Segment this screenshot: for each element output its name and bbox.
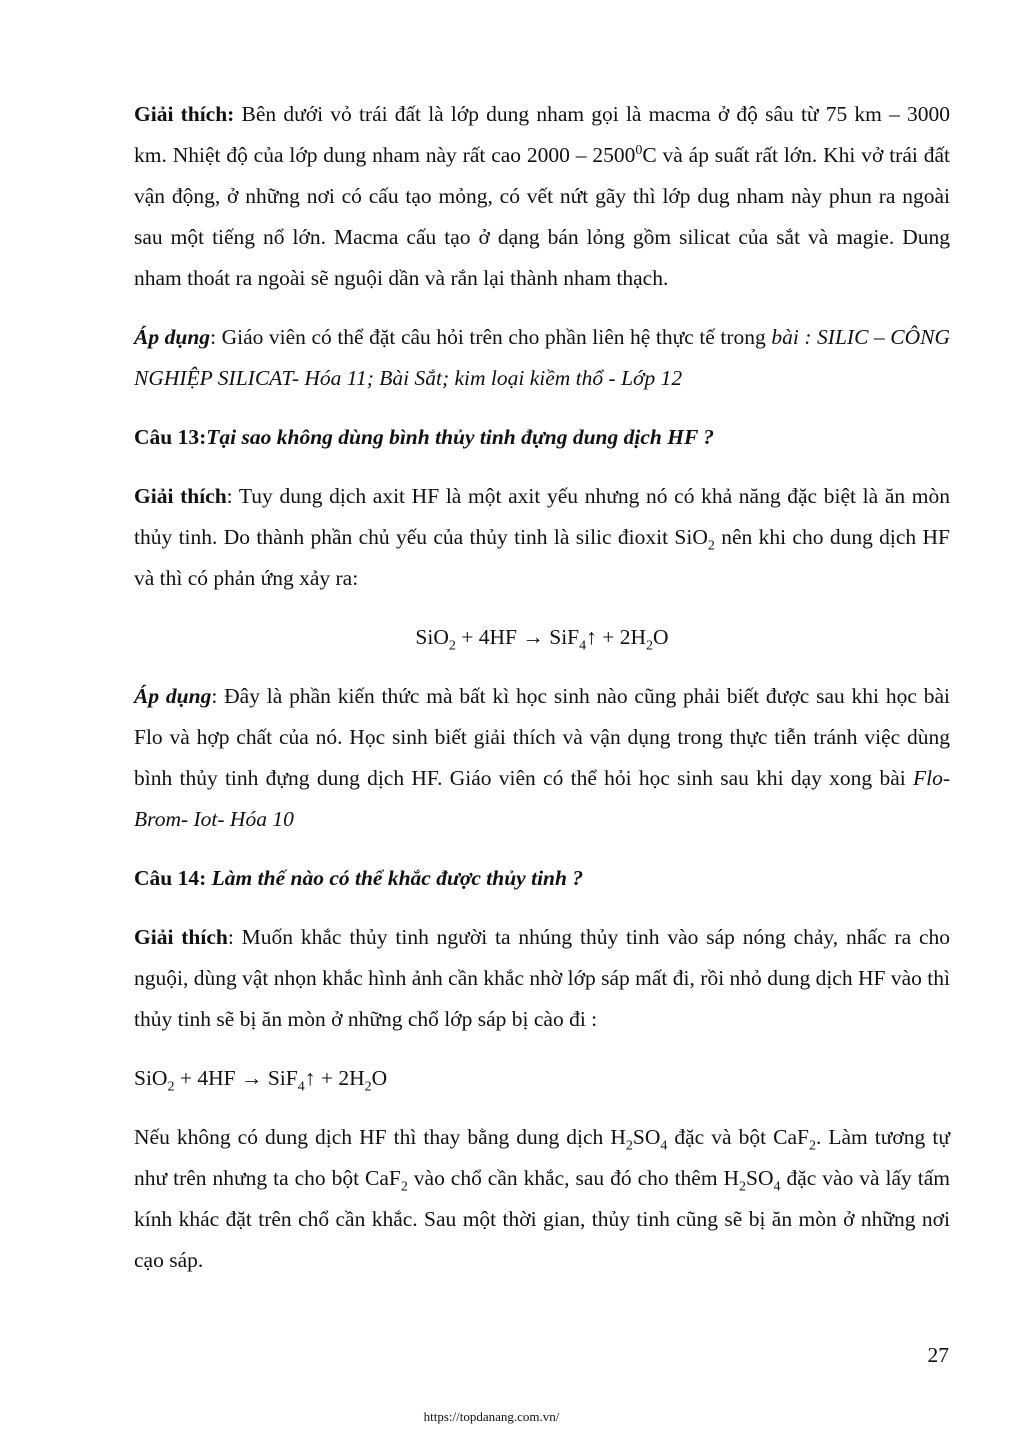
application-label: Áp dụng [134,684,212,708]
chemical-equation-centered: SiO$_2$ + 4HF → SiF$_4$↑ + $2H_2O$ [415,625,669,654]
explanation-label: Giải thích [134,925,228,949]
application-paragraph-2: Áp dụng: Đây là phần kiến thức mà bất kì học sinh nào cũng phải biết được sau khi học bài Flo và hợp chất của nó. Học sinh biết giải thích và vận dụng trong thực tiễn tránh việc dùng bình thủy tinh đựng dung dịch HF. Giáo viên có thể hỏi học sinh sau khi dạy xong bài Flo- Brom- Iot- Hóa 10 [134,684,950,831]
application-paragraph-1: Áp dụng: Giáo viên có thể đặt câu hỏi trên cho phần liên hệ thực tế trong bài : SILIC – CÔNG NGHIỆP SILICAT- Hóa 11; Bài Sắt; kim loại kiềm thổ - Lớp 12 [134,325,950,390]
question-14 [134,858,950,899]
question-text: Tại sao không dùng bình thủy tinh đựng dung dịch HF ? [206,425,715,449]
explanation-label: Giải thích [134,484,227,508]
explanation-paragraph-3: Giải thích: Muốn khắc thủy tinh người ta nhúng thủy tinh vào sáp nóng chảy, nhấc ra cho nguội, dùng vật nhọn khắc hình ảnh cần khắc nhờ lớp sáp mất đi, rồi nhỏ dung dịch HF vào thì thủy tinh sẽ bị ăn mòn ở những chổ lớp sáp bị cào đi : [134,925,950,1031]
footer-url[interactable]: https://topdanang.com.vn/ [423,1409,560,1424]
explanation-paragraph-2: Giải thích: Tuy dung dịch axit HF là một axit yếu nhưng nó có khả năng đặc biệt là ăn mòn thủy tinh. Do thành phần chủ yếu của thủy tinh là silic đioxit SiO$_2$ nên khi cho dung dịch HF và thì có phản ứng xảy ra: [134,484,950,590]
chemical-equation-left: SiO$_2$ + 4HF → SiF$_4$↑ + $2H_2O$ [134,1066,388,1095]
document-page [134,94,950,1299]
alternative-method-paragraph: Nếu không có dung dịch HF thì thay bằng dung dịch $H_2SO_4$ đặc và bột CaF$_2$. Làm tương tự như trên nhưng ta cho bột CaF$_2$ vào chổ cần khắc, sau đó cho thêm $H_2SO_4$ đặc vào và lấy tấm kính khác đặt trên chổ cần khắc. Sau một thời gian, thủy tinh cũng sẽ bị ăn mòn ở những nơi cạo sáp. [134,1125,950,1272]
page-number: 27 [927,1343,949,1367]
question-text: Làm thế nào có thể khắc được thủy tinh ? [206,866,584,890]
explanation-label: Giải thích: [134,102,235,126]
explanation-paragraph-1: Giải thích: Bên dưới vỏ trái đất là lớp dung nham gọi là macma ở độ sâu từ 75 km – 3000 km. Nhiệt độ của lớp dung nham này rất cao 2000 – 2500$^0$C và áp suất rất lớn. Khi vở trái đất vận động, ở những nơi có cấu tạo mỏng, có vết nứt gãy thì lớp dug nham này phun ra ngoài sau một tiếng nổ lớn. Macma cấu tạo ở dạng bán lỏng gồm silicat của sắt và magie. Dung nham thoát ra ngoài sẽ nguội dần và rắn lại thành nham thạch. [134,102,950,290]
question-label: Câu 14: [134,866,207,890]
question-label: Câu 13: [134,425,207,449]
application-label: Áp dụng [134,325,211,349]
question-13 [134,417,950,458]
